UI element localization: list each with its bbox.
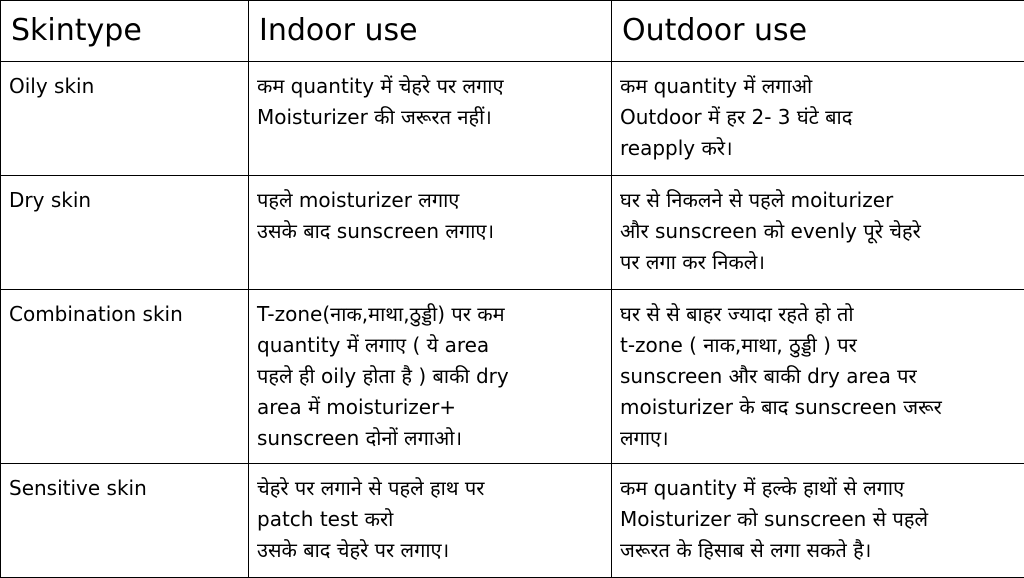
skintype-cell (1, 290, 249, 464)
skintype-cell (1, 62, 249, 176)
table-row (1, 464, 1024, 578)
cell-line: T-zone(नाक,माथा,ठुड्डी) पर कम (257, 299, 603, 330)
cell-line: sunscreen और बाकी dry area पर (620, 361, 1016, 392)
table-row (1, 176, 1024, 290)
cell-line: area में moisturizer+ (257, 392, 603, 423)
cell-line: पहले ही oily होता है ) बाकी dry (257, 361, 603, 392)
cell-line: चेहरे पर लगाने से पहले हाथ पर (257, 473, 603, 504)
cell-line: घर से से बाहर ज्यादा रहते हो तो (620, 299, 1016, 330)
outdoor-cell (612, 464, 1024, 578)
table-row (1, 62, 1024, 176)
indoor-cell (249, 290, 612, 464)
cell-line: कम quantity में लगाओ (620, 71, 1016, 102)
cell-line: कम quantity में हल्के हाथों से लगाए (620, 473, 1016, 504)
cell-line: और sunscreen को evenly पूरे चेहरे (620, 216, 1016, 247)
indoor-cell (249, 62, 612, 176)
cell-line: पर लगा कर निकले। (620, 247, 1016, 278)
outdoor-cell (612, 62, 1024, 176)
indoor-cell (249, 176, 612, 290)
cell-line: Outdoor में हर 2- 3 घंटे बाद (620, 102, 1016, 133)
cell-line: moisturizer के बाद sunscreen जरूर (620, 392, 1016, 423)
header-row (1, 1, 1024, 62)
cell-line: लगाए। (620, 423, 1016, 454)
outdoor-cell (612, 176, 1024, 290)
cell-line: जरूरत के हिसाब से लगा सकते है। (620, 535, 1016, 566)
header-outdoor-use: Outdoor use (612, 1, 1024, 62)
cell-line: पहले moisturizer लगाए (257, 185, 603, 216)
header-skintype: Skintype (1, 1, 249, 62)
cell-line: Dry skin (9, 185, 240, 216)
skintype-cell (1, 464, 249, 578)
cell-line: उसके बाद चेहरे पर लगाए। (257, 535, 603, 566)
outdoor-cell (612, 290, 1024, 464)
skintype-cell (1, 176, 249, 290)
cell-line: कम quantity में चेहरे पर लगाए (257, 71, 603, 102)
cell-line: घर से निकलने से पहले moiturizer (620, 185, 1016, 216)
header-indoor-use: Indoor use (249, 1, 612, 62)
cell-line: sunscreen दोनों लगाओ। (257, 423, 603, 454)
cell-line: quantity में लगाए ( ये area (257, 330, 603, 361)
cell-line: Sensitive skin (9, 473, 240, 504)
indoor-cell (249, 464, 612, 578)
cell-line: t-zone ( नाक,माथा, ठुड्डी ) पर (620, 330, 1016, 361)
cell-line: Combination skin (9, 299, 240, 330)
cell-line: उसके बाद sunscreen लगाए। (257, 216, 603, 247)
cell-line: patch test करो (257, 504, 603, 535)
cell-line: reapply करे। (620, 133, 1016, 164)
table-row (1, 290, 1024, 464)
cell-line: Moisturizer की जरूरत नहीं। (257, 102, 603, 133)
cell-line: Moisturizer को sunscreen से पहले (620, 504, 1016, 535)
cell-line: Oily skin (9, 71, 240, 102)
